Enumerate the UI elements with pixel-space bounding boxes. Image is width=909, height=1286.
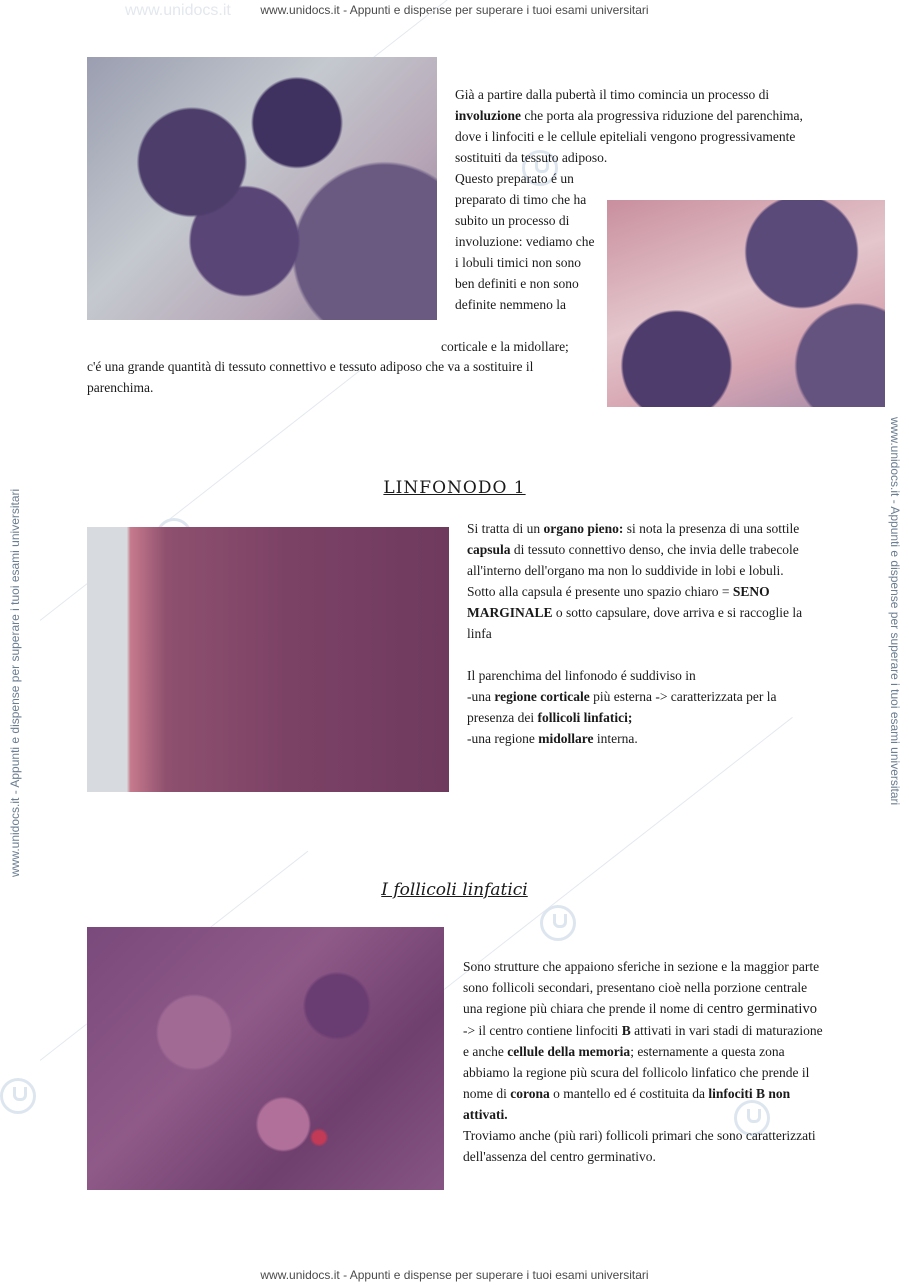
section-title-linfonodo: LINFONODO 1 [383, 478, 526, 498]
thymus-paragraph-2-wide: c'é una grande quantità di tessuto connettivo e tessuto adiposo che va a sostituire il parenchima. [87, 359, 534, 395]
thymus-micrograph-1 [87, 57, 437, 320]
watermark-footer[interactable]: www.unidocs.it - Appunti e dispense per superare i tuoi esami universitari [260, 1268, 649, 1282]
thymus-paragraph-2: Questo preparato é un preparato di timo che ha subito un processo di involuzione: vediamo che i lobuli timici non sono ben definiti e non sono definite nemmeno la [455, 171, 595, 312]
watermark-side-right: www.unidocs.it - Appunti e dispense per superare i tuoi esami universitari [888, 417, 902, 806]
watermark-logo-icon [540, 905, 576, 941]
thymus-paragraph-2-end: corticale e la midollare; [441, 339, 569, 354]
section-title-follicoli: I follicoli linfatici [381, 880, 528, 900]
watermark-logo-icon [0, 1078, 36, 1114]
thymus-paragraph-1: Già a partire dalla pubertà il timo comincia un processo di involuzione che porta ala progressiva riduzione del parenchima, dove i linfociti e le cellule epiteliali vengono progressivamente sostituiti da tessuto adiposo. [455, 87, 803, 165]
lymph-node-micrograph [87, 527, 449, 792]
follicle-micrograph [87, 927, 444, 1190]
lymph-node-text: Si tratta di un organo pieno: si nota la presenza di una sottile capsula di tessuto connettivo denso, che invia delle trabecole all'interno dell'organo ma non lo suddivide in lobi e lobuli. Sotto alla capsula é presente uno spazio chiaro = SENO MARGINALE o sotto capsulare, dove arriva e si raccoglie la linfa Il parenchima del linfonodo é suddiviso in -una regione corticale più esterna -> caratterizzata per la presenza dei follicoli linfatici; -una regione midollare interna. [467, 521, 803, 746]
thymus-micrograph-2 [607, 200, 885, 407]
watermark-ghost-top: www.unidocs.it [125, 2, 231, 19]
watermark-side-left: www.unidocs.it - Appunti e dispense per superare i tuoi esami universitari [8, 488, 22, 877]
watermark-header[interactable]: www.unidocs.it - Appunti e dispense per superare i tuoi esami universitari [260, 3, 649, 17]
follicle-text: Sono strutture che appaiono sferiche in sezione e la maggior parte sono follicoli secondari, presentano cioè nella porzione centrale una regione più chiara che prende il nome di centro germinativo -> il centro contiene linfociti B attivati in vari stadi di maturazione e anche cellule della memoria; esternamente a questa zona abbiamo la regione più scura del follicolo linfatico che prende il nome di corona o mantello ed é costituita da linfociti B non attivati. Troviamo anche (più rari) follicoli primari che sono caratterizzati dell'assenza del centro germinativo. [463, 959, 823, 1164]
